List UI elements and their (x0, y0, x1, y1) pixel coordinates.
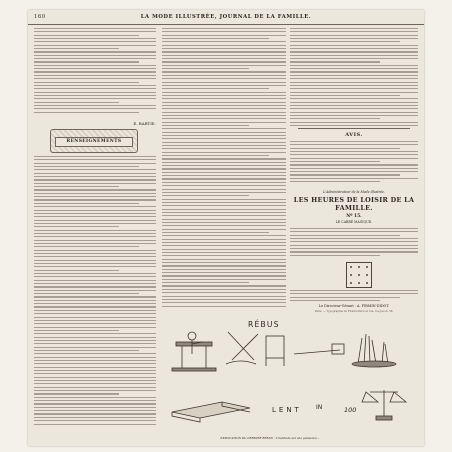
rebus-caption: EXPLICATION DU DERNIER RÉBUS : L'habitude est une puissance... (220, 436, 320, 440)
section-heading: RENSEIGNEMENTS (55, 137, 133, 147)
magic-square-diagram (346, 262, 372, 288)
rebus-word-lent: LENT (272, 406, 302, 414)
puzzle-text-block (290, 228, 418, 258)
rebus-title: RÉBUS (248, 320, 280, 329)
heures-number: Nº 15. (346, 214, 362, 219)
renseignements-text-block (34, 156, 156, 427)
column3-text-block (290, 28, 418, 128)
rebus-engraving (162, 320, 418, 440)
newspaper-page (28, 10, 424, 446)
rebus-number: 100 (344, 406, 357, 414)
puzzle-solution-text (290, 290, 418, 303)
director-line: Le Directeur-Gérant : A. FIRMIN-DIDOT. (318, 304, 390, 308)
avis-text-block (290, 141, 418, 184)
text-column-2 (162, 28, 286, 318)
rebus-illustration (162, 320, 418, 440)
heures-heading: LES HEURES DE LOISIR DE LA FAMILLE. (293, 196, 415, 212)
heures-subtitle: LE CARRÉ MAGIQUE. (335, 220, 373, 224)
divider (298, 128, 410, 129)
column2-text-block (162, 28, 286, 309)
printer-line: Paris. — Typographie de Firmin-Didot et Cie, rue Jacob, 56. (314, 310, 394, 313)
page-number: 160 (34, 14, 46, 20)
journal-title: LA MODE ILLUSTRÉE, JOURNAL DE LA FAMILLE. (140, 14, 312, 20)
text-column-1 (34, 28, 156, 436)
article-signature: E. BARTIE. (133, 121, 156, 126)
text-column-3 (290, 28, 418, 318)
avis-heading: AVIS. (345, 132, 363, 138)
section-vignette (50, 129, 138, 153)
rebus-word-in: IN (316, 404, 323, 411)
administrator-notice: L'Administrateur de la Mode illustrée. (323, 190, 385, 194)
page-header (28, 10, 424, 25)
article-text-block (34, 28, 156, 115)
